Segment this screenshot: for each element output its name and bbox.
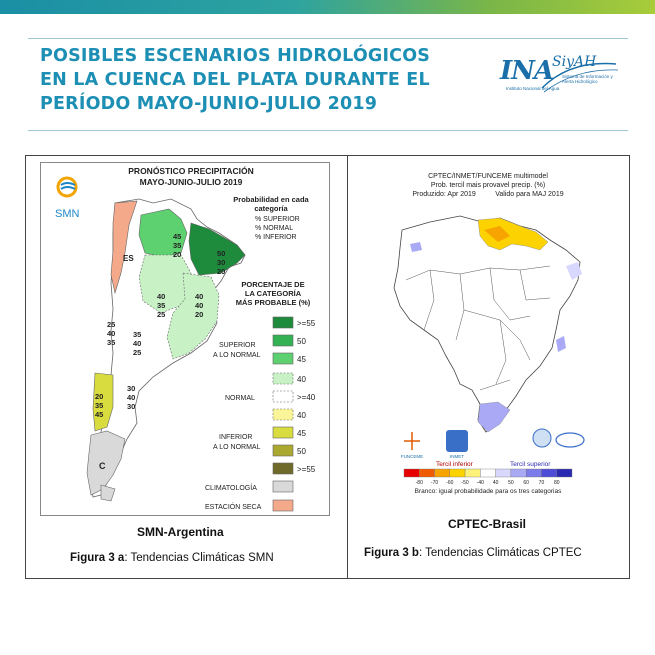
smn-logo-text: SMN <box>55 208 80 220</box>
cptec-header-1: CPTEC/INMET/FUNCEME multimodel <box>428 173 548 180</box>
s2-sup: 20 <box>95 392 104 401</box>
logo-funceme-text: FUNCEME <box>400 454 424 459</box>
colorbar-segment <box>404 469 419 477</box>
legend-swatch <box>273 427 293 438</box>
cptec-header-3: Produzido: Apr 2019 Valido para MAJ 2019 <box>412 191 564 198</box>
legend-swatch <box>273 317 293 328</box>
colorbar-tick-label: 40 <box>492 480 499 486</box>
s1-sup: 30 <box>127 384 136 393</box>
group-estacion-seca: ESTACIÓN SECA <box>205 504 262 511</box>
legend-label: >=55 <box>297 465 316 474</box>
cptec-caption-name: CPTEC-Brasil <box>448 517 527 531</box>
colorbar-tick-label: 50 <box>508 480 514 486</box>
colorbar-segment <box>450 469 465 477</box>
prob-item-inferior: % INFERIOR <box>255 234 297 241</box>
cptec-footnote: Branco: igual probabilidade para os tres categorias <box>414 488 562 495</box>
colorbar-segment <box>465 469 480 477</box>
page-title <box>40 44 460 116</box>
s2-inf: 45 <box>95 410 104 419</box>
smn-logo-icon <box>58 178 76 196</box>
colorbar-segment <box>496 469 511 477</box>
logo-ina-text: INA <box>500 56 554 86</box>
label-c: C <box>99 461 106 471</box>
top-gradient-bar <box>0 0 655 14</box>
prob-item-superior: % SUPERIOR <box>255 216 300 223</box>
colorbar-tick-label: 70 <box>538 480 545 486</box>
colorbar-tick-label: 80 <box>553 480 560 486</box>
cptec-header-2: Prob. tercil mais provavel precip. (%) <box>430 182 546 189</box>
ne1-sup: 45 <box>173 232 182 241</box>
prob-header-1: Probabilidad en cada <box>233 195 309 204</box>
colorbar-tick-label: -70 <box>430 480 439 486</box>
figure-divider <box>347 155 348 579</box>
group-superior-1: SUPERIOR <box>219 342 256 349</box>
legend-label: 40 <box>297 411 306 420</box>
smn-caption-name: SMN-Argentina <box>137 525 224 539</box>
logo-subtitle-2: Sistema de Información y Alerta Hidrológico <box>562 74 613 84</box>
header-rule-top <box>28 38 628 39</box>
legend-label: >=55 <box>297 319 316 328</box>
cptec-caption-figure <box>364 547 582 559</box>
legend-swatch <box>273 353 293 364</box>
colorbar-segment <box>435 469 450 477</box>
cptec-caption-figure-rest: : Tendencias Climáticas CPTEC <box>418 547 582 559</box>
ne1-inf: 20 <box>173 250 182 259</box>
colorbar-tick-label: 60 <box>523 480 529 486</box>
colorbar-segment <box>511 469 526 477</box>
legend-swatch <box>273 391 293 402</box>
w1-inf: 35 <box>107 338 116 347</box>
colorbar-tick-label: -50 <box>461 480 469 486</box>
group-inferior-1: INFERIOR <box>219 434 253 441</box>
cptec-colorbar <box>404 469 572 486</box>
colorbar-label-left: Tercil inferior <box>436 461 473 468</box>
legend-swatch <box>273 463 293 474</box>
s1-nor: 40 <box>127 393 136 402</box>
s1-inf: 30 <box>127 402 136 411</box>
legend-swatch <box>273 445 293 456</box>
legend-label: 50 <box>297 447 306 456</box>
prob-header-2: categoría <box>254 204 288 213</box>
colorbar-segment <box>557 469 572 477</box>
legend-label: 45 <box>297 355 306 364</box>
label-es: ES <box>123 254 134 263</box>
ina-siyah-logo <box>500 52 620 112</box>
smn-caption-figure-bold: Figura 3 a <box>70 552 125 564</box>
smn-legend <box>273 317 316 511</box>
legend-label: >=40 <box>297 393 316 402</box>
cptec-forecast-map <box>360 170 616 510</box>
colorbar-segment <box>541 469 556 477</box>
colorbar-tick-label: -40 <box>476 480 484 486</box>
logo-subtitle: Instituto Nacional del Agua <box>506 86 560 91</box>
inmet-logo-icon <box>446 430 468 452</box>
colorbar-tick-label: -80 <box>415 480 423 486</box>
brazil-outline <box>394 216 580 432</box>
s2-nor: 35 <box>95 401 104 410</box>
colorbar-segment <box>419 469 434 477</box>
ne2-nor: 30 <box>217 258 226 267</box>
cptec-logo-icon <box>556 433 584 447</box>
group-inferior-2: A LO NORMAL <box>213 444 261 451</box>
group-climatologia: CLIMATOLOGÍA <box>205 485 257 492</box>
w1-sup: 25 <box>107 320 116 329</box>
w2-nor: 40 <box>133 339 142 348</box>
title-line-1: POSIBLES ESCENARIOS HIDROLÓGICOS <box>40 46 431 66</box>
ne2-inf: 20 <box>217 267 226 276</box>
inpe-logo-icon <box>533 429 551 447</box>
cptec-caption-figure-bold: Figura 3 b <box>364 547 419 559</box>
smn-title-2: MAYO-JUNIO-JULIO 2019 <box>139 177 243 187</box>
colorbar-segment <box>480 469 495 477</box>
legend-swatch <box>273 373 293 384</box>
ne2-sup: 50 <box>217 249 226 258</box>
c1-sup: 40 <box>157 292 166 301</box>
legend-swatch <box>273 481 293 492</box>
legend-swatch <box>273 335 293 346</box>
prob-item-normal: % NORMAL <box>255 225 294 232</box>
c1-inf: 25 <box>157 310 166 319</box>
legend-label: 40 <box>297 375 306 384</box>
ne1-nor: 35 <box>173 241 182 250</box>
c1-nor: 35 <box>157 301 166 310</box>
smn-forecast-map <box>40 162 330 516</box>
w2-sup: 35 <box>133 330 142 339</box>
group-normal: NORMAL <box>225 395 255 402</box>
logo-siyah-text: SiyAH <box>552 54 597 70</box>
c2-inf: 20 <box>195 310 204 319</box>
title-line-3: PERÍODO MAYO-JUNIO-JULIO 2019 <box>40 94 378 114</box>
legend-label: 50 <box>297 337 306 346</box>
smn-title-1: PRONÓSTICO PRECIPITACIÓN <box>128 166 254 176</box>
smn-caption-figure-rest: : Tendencias Climáticas SMN <box>124 552 274 564</box>
colorbar-tick-label: -60 <box>446 480 454 486</box>
pct-header-3: MÁS PROBABLE (%) <box>235 298 311 307</box>
tierra-del-fuego <box>101 485 115 501</box>
title-line-2: EN LA CUENCA DEL PLATA DURANTE EL <box>40 70 430 90</box>
funceme-logo-icon <box>404 432 420 450</box>
legend-swatch <box>273 409 293 420</box>
colorbar-label-right: Tercil superior <box>510 461 551 468</box>
c2-sup: 40 <box>195 292 204 301</box>
header-rule-bottom <box>28 130 628 131</box>
pct-header-2: LA CATEGORÍA <box>244 289 302 298</box>
legend-swatch <box>273 500 293 511</box>
colorbar-segment <box>526 469 541 477</box>
c2-nor: 40 <box>195 301 204 310</box>
legend-label: 45 <box>297 429 306 438</box>
w1-nor: 40 <box>107 329 116 338</box>
pct-header-1: PORCENTAJE DE <box>241 280 305 289</box>
smn-caption-figure <box>70 552 274 564</box>
group-superior-2: A LO NORMAL <box>213 352 261 359</box>
area-tercil-superior-east <box>556 336 566 352</box>
logo-inmet-text: INMET <box>450 454 464 459</box>
w2-inf: 25 <box>133 348 142 357</box>
